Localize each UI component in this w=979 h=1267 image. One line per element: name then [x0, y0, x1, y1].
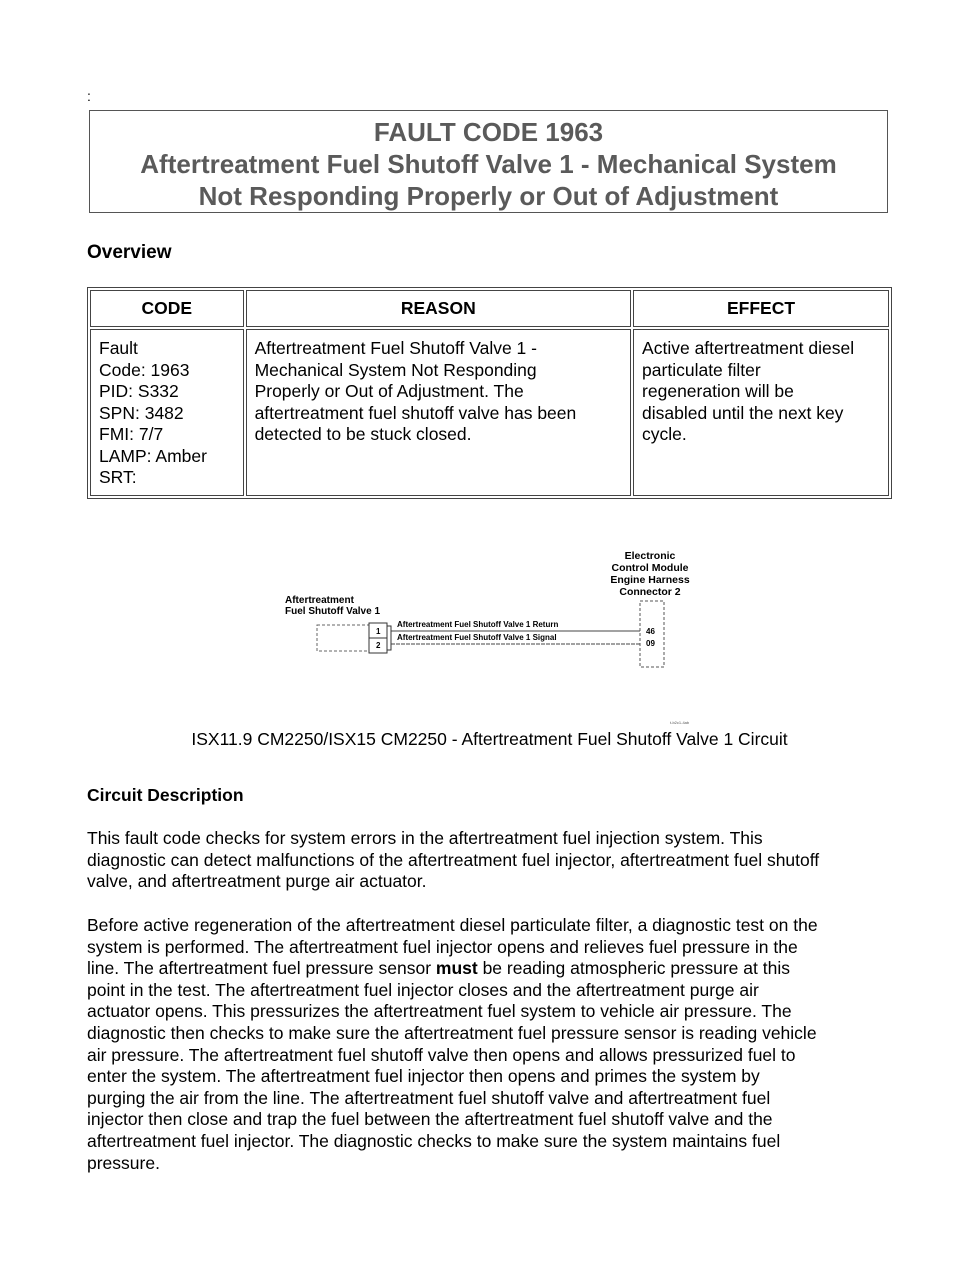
paragraph-line: actuator opens. This pressurizes the aftertreatment fuel system to vehicle air pressure. The: [87, 1001, 792, 1022]
figure-caption: ISX11.9 CM2250/ISX15 CM2250 - Aftertreatment Fuel Shutoff Valve 1 Circuit: [191, 729, 788, 749]
ecm-pin-label: 46: [646, 627, 655, 636]
paragraph-line: aftertreatment fuel injector. The diagnostic checks to make sure the system maintains fuel: [87, 1130, 781, 1151]
effect-line: particulate filter: [642, 359, 761, 380]
fault-description-line-1: Aftertreatment Fuel Shutoff Valve 1 - Mechanical System: [140, 149, 837, 179]
paragraph-line: air pressure. The aftertreatment fuel shutoff valve then opens and allows pressurized fuel to: [87, 1044, 796, 1065]
circuit-description-heading: Circuit Description: [87, 785, 244, 805]
paragraph-line: point in the test. The aftertreatment fuel injector closes and the aftertreatment purge air: [87, 979, 759, 1000]
paragraph-line: valve, and aftertreatment purge air actuator.: [87, 871, 427, 892]
paragraph-line: Before active regeneration of the aftertreatment diesel particulate filter, a diagnostic test on the: [87, 915, 818, 935]
ecm-pin-label: 09: [646, 639, 655, 648]
reason-line: Mechanical System Not Responding: [254, 359, 537, 380]
effect-line: Active aftertreatment diesel: [642, 338, 855, 358]
diagram-id: t-b2c1-4ab: [670, 720, 690, 725]
line-text: line. The aftertreatment fuel pressure sensor: [87, 958, 436, 979]
valve-pin-tab: [387, 626, 391, 650]
effect-cell: [633, 329, 889, 496]
valve-label-line: Fuel Shutoff Valve 1: [285, 606, 381, 617]
fault-code-title-box: [89, 110, 888, 213]
code-line: LAMP: Amber: [99, 445, 207, 466]
reason-cell: [246, 329, 631, 496]
paragraph-line: enter the system. The aftertreatment fuel injector then opens and primes the system by: [87, 1066, 760, 1087]
effect-line: cycle.: [642, 424, 687, 444]
paragraph-line-with-emphasis: [87, 958, 899, 980]
header-code: CODE: [90, 290, 244, 327]
valve-pin-label: 1: [376, 627, 381, 636]
line-text: be reading atmospheric pressure at this: [477, 958, 790, 979]
valve-pin-label: 2: [376, 641, 381, 650]
signal-wire-label: Aftertreatment Fuel Shutoff Valve 1 Signal: [397, 633, 557, 642]
overview-heading: Overview: [87, 242, 172, 263]
ecm-label-line: Control Module: [611, 562, 689, 574]
code-line: PID: S332: [99, 381, 179, 401]
emphasis-must: must: [435, 958, 478, 979]
paragraph-2: [87, 915, 899, 1174]
code-line: FMI: 7/7: [99, 424, 164, 444]
effect-line: regeneration will be: [642, 381, 794, 401]
ecm-label-line: Engine Harness: [610, 574, 690, 586]
reason-line: Aftertreatment Fuel Shutoff Valve 1 -: [254, 338, 537, 358]
code-line: Fault: [99, 338, 138, 358]
paragraph-line: diagnostic can detect malfunctions of the aftertreatment fuel injector, aftertreatment fuel shutoff: [87, 849, 820, 870]
header-reason: REASON: [246, 290, 631, 327]
reason-line: detected to be stuck closed.: [254, 424, 472, 444]
overview-table: [87, 287, 892, 499]
ecm-label-line: Electronic: [624, 550, 676, 562]
return-wire-label: Aftertreatment Fuel Shutoff Valve 1 Return: [397, 620, 559, 629]
paragraph-line: This fault code checks for system errors in the aftertreatment fuel injection system. This: [87, 828, 763, 848]
fault-description-line-2: Not Responding Properly or Out of Adjustment: [198, 181, 779, 211]
page-colon: :: [87, 88, 91, 104]
paragraph-line: injector then close and trap the fuel between the aftertreatment fuel shutoff valve and the: [87, 1109, 773, 1130]
fault-code-title: FAULT CODE 1963: [373, 117, 604, 147]
header-effect: EFFECT: [633, 290, 889, 327]
code-line: SPN: 3482: [99, 402, 184, 423]
paragraph-line: system is performed. The aftertreatment fuel injector opens and relieves fuel pressure in the: [87, 936, 798, 957]
code-line: SRT:: [99, 467, 137, 487]
reason-line: aftertreatment fuel shutoff valve has been: [254, 402, 577, 423]
valve-label-line: Aftertreatment: [285, 595, 354, 606]
valve-body: [317, 625, 369, 651]
circuit-diagram: [280, 545, 710, 730]
effect-line: disabled until the next key: [642, 402, 844, 423]
reason-line: Properly or Out of Adjustment. The: [254, 381, 524, 401]
code-cell: [90, 329, 244, 496]
table-row: [90, 329, 889, 496]
ecm-label-line: Connector 2: [619, 586, 681, 598]
paragraph-line: purging the air from the line. The aftertreatment fuel shutoff valve and aftertreatment fuel: [87, 1087, 771, 1108]
paragraph-line: diagnostic then checks to make sure the aftertreatment fuel pressure sensor is reading vehicle: [87, 1022, 817, 1043]
table-header-row: [90, 290, 889, 327]
paragraph-1: [87, 828, 899, 893]
paragraph-line: pressure.: [87, 1152, 160, 1173]
code-line: Code: 1963: [99, 359, 190, 380]
